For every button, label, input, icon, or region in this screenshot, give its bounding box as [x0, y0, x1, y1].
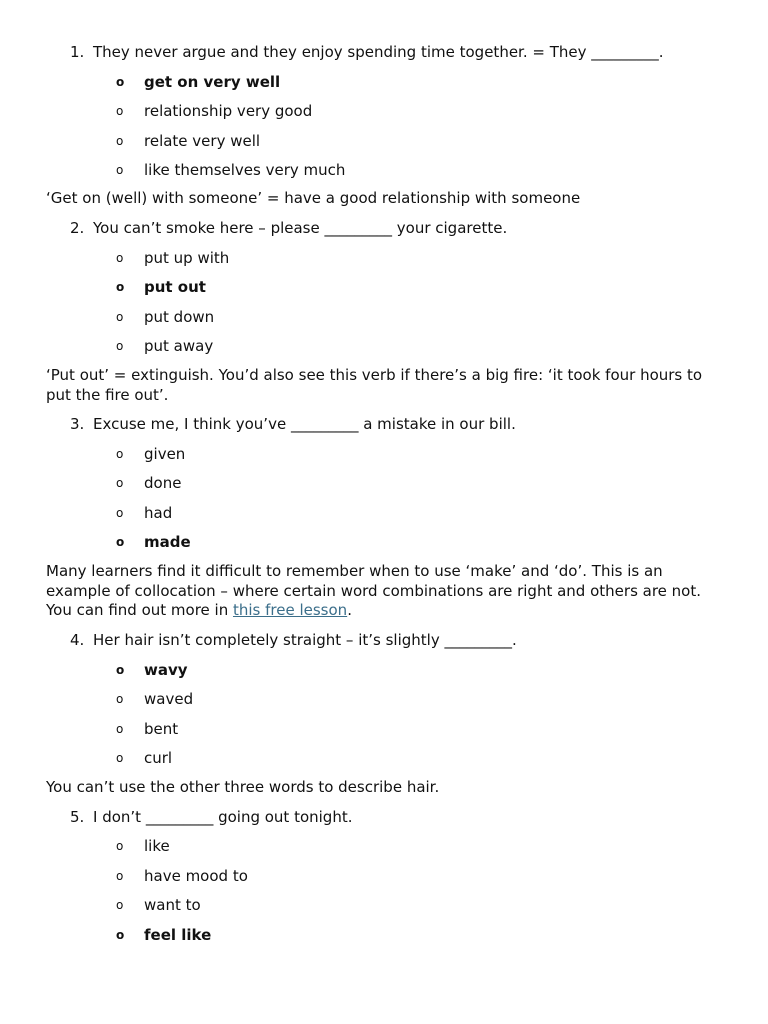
question-text: You can’t smoke here – please _________ your cigarette.: [93, 219, 508, 237]
question-5: [70, 808, 353, 827]
question-number: 1.: [70, 43, 85, 61]
option-text: given: [144, 445, 186, 463]
option-text: feel like: [144, 926, 212, 944]
question-text: I don’t _________ going out tonight.: [93, 808, 353, 826]
question-number: 2.: [70, 219, 85, 237]
option-text: put out: [144, 278, 206, 296]
bullet-icon: o: [116, 251, 124, 265]
question-number: 3.: [70, 415, 85, 433]
bullet-icon: o: [116, 310, 124, 324]
question-number: 4.: [70, 631, 85, 649]
bullet-icon: o: [116, 163, 124, 177]
bullet-icon: o: [116, 839, 124, 853]
option-text: bent: [144, 720, 179, 738]
bullet-icon: o: [116, 751, 124, 765]
option-text: put down: [144, 308, 215, 326]
option-text: made: [144, 533, 191, 551]
option-text: had: [144, 504, 173, 522]
option-text: relate very well: [144, 132, 261, 150]
option-text: relationship very good: [144, 102, 313, 120]
option-text: have mood to: [144, 867, 248, 885]
question-1: [70, 43, 664, 62]
bullet-icon: o: [116, 75, 125, 89]
explanation-1: ‘Get on (well) with someone’ = have a good relationship with someone: [46, 189, 581, 207]
option-text: wavy: [144, 661, 188, 679]
question-text: Excuse me, I think you’ve _________ a mistake in our bill.: [93, 415, 516, 433]
bullet-icon: o: [116, 928, 125, 942]
question-4: [70, 631, 517, 650]
option-text: like: [144, 837, 170, 855]
option-text: get on very well: [144, 73, 281, 91]
question-text: Her hair isn’t completely straight – it’s slightly _________.: [93, 631, 517, 649]
question-3: [70, 415, 516, 434]
free-lesson-link[interactable]: this free lesson: [232, 601, 348, 619]
explanation-4: You can’t use the other three words to describe hair.: [46, 778, 440, 796]
option-text: done: [144, 474, 182, 492]
question-2: [70, 219, 507, 238]
bullet-icon: o: [116, 722, 124, 736]
option-text: curl: [144, 749, 173, 767]
bullet-icon: o: [116, 898, 124, 912]
bullet-icon: o: [116, 506, 124, 520]
bullet-icon: o: [116, 535, 125, 549]
bullet-icon: o: [116, 663, 125, 677]
bullet-icon: o: [116, 339, 124, 353]
bullet-icon: o: [116, 104, 124, 118]
option-text: like themselves very much: [144, 161, 346, 179]
question-text: They never argue and they enjoy spending time together. = They _________.: [93, 43, 664, 61]
option-text: waved: [144, 690, 194, 708]
explanation-2: ‘Put out’ = extinguish. You’d also see this verb if there’s a big fire: ‘it took four hours to put the fire out’.: [46, 366, 703, 404]
bullet-icon: o: [116, 134, 124, 148]
question-number: 5.: [70, 808, 85, 826]
bullet-icon: o: [116, 869, 124, 883]
option-text: put away: [144, 337, 214, 355]
option-text: put up with: [144, 249, 230, 267]
explanation-text: Many learners find it difficult to remember when to use ‘make’ and ‘do’. This is an example of collocation – where certain word combinations are right and others are not. You can find out more in: [46, 562, 702, 619]
bullet-icon: o: [116, 692, 124, 706]
option-text: want to: [144, 896, 201, 914]
bullet-icon: o: [116, 447, 124, 461]
bullet-icon: o: [116, 476, 124, 490]
explanation-3: [46, 562, 716, 621]
bullet-icon: o: [116, 280, 125, 294]
explanation-text-end: .: [347, 601, 352, 619]
